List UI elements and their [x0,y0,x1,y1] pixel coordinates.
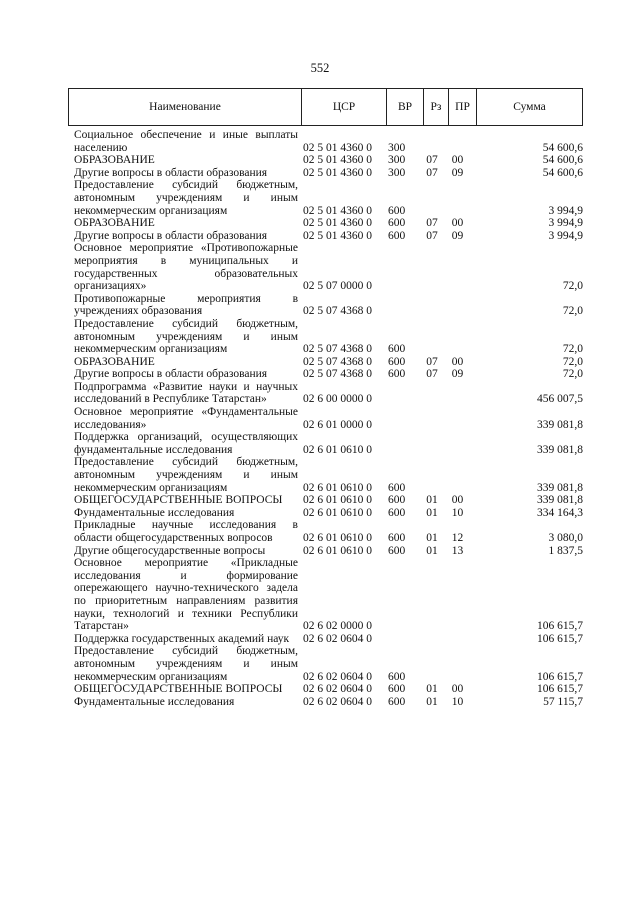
table-row [68,179,583,217]
row-name: Предоставление субсидий бюджетным, автономным учреждениям и иным некоммерческим организациям [74,645,298,683]
row-name: Предоставление субсидий бюджетным, автономным учреждениям и иным некоммерческим организациям [74,179,298,217]
budget-table [68,88,583,708]
row-vr: 300 [388,166,406,179]
row-csr: 02 5 01 4360 0 [303,229,372,242]
row-vr: 300 [388,154,406,167]
header-vr: ВР [386,89,423,125]
row-name: ОБРАЗОВАНИЕ [74,355,155,368]
row-pr: 00 [451,154,464,167]
table-row [68,154,583,167]
row-name: ОБЩЕГОСУДАРСТВЕННЫЕ ВОПРОСЫ [74,683,283,696]
row-sum: 456 007,5 [537,393,583,406]
row-sum: 72,0 [562,280,583,293]
row-csr: 02 5 01 4360 0 [303,204,372,217]
table-row [68,356,583,369]
row-sum: 54 600,6 [542,166,583,179]
table-row [68,217,583,230]
row-csr: 02 6 01 0610 0 [303,481,372,494]
row-csr: 02 5 07 4368 0 [303,343,372,356]
table-body [68,129,583,708]
table-header [68,88,583,126]
row-csr: 02 5 07 4368 0 [303,355,372,368]
row-rz: 07 [426,154,438,167]
row-csr: 02 6 01 0610 0 [303,544,372,557]
row-csr: 02 5 07 4368 0 [303,368,372,381]
row-vr: 600 [388,217,406,230]
table-row [68,167,583,180]
row-name: Основное мероприятие «Противопожарные мероприятия в муниципальных и государственных образовательных организациях» [74,242,298,293]
row-rz: 07 [426,368,438,381]
row-csr: 02 6 01 0610 0 [303,506,372,519]
row-name: Другие вопросы в области образования [74,229,268,242]
row-pr: 00 [451,355,464,368]
row-vr: 600 [388,695,406,708]
row-sum: 72,0 [562,355,583,368]
table-row [68,633,583,646]
row-vr: 600 [388,670,406,683]
row-csr: 02 6 02 0604 0 [303,683,372,696]
row-pr: 10 [451,506,464,519]
row-pr: 10 [451,695,464,708]
row-vr: 600 [388,368,406,381]
row-vr: 600 [388,506,406,519]
table-row [68,431,583,456]
row-name: Подпрограмма «Развитие науки и научных исследований в Республике Татарстан» [74,380,298,406]
row-vr: 600 [388,355,406,368]
row-name: Предоставление субсидий бюджетным, автономным учреждениям и иным некоммерческим организациям [74,317,298,356]
page-number: 552 [310,61,330,75]
row-pr: 13 [451,544,464,557]
row-vr: 600 [388,229,406,242]
row-rz: 07 [426,166,438,179]
row-csr: 02 5 07 4368 0 [303,305,372,318]
row-sum: 106 615,7 [537,670,583,683]
row-sum: 3 994,9 [548,217,583,230]
row-name: ОБЩЕГОСУДАРСТВЕННЫЕ ВОПРОСЫ [74,494,283,507]
row-pr: 00 [451,683,464,696]
table-row [68,230,583,243]
header-rz: Рз [423,89,448,125]
table-row [68,507,583,520]
table-row [68,683,583,696]
row-csr: 02 5 01 4360 0 [303,166,372,179]
row-name: Социальное обеспечение и иные выплаты населению [74,129,298,154]
table-row [68,368,583,381]
row-pr: 00 [451,217,464,230]
row-csr: 02 5 01 4360 0 [303,217,372,230]
row-name: Противопожарные мероприятия в учреждениях образования [74,292,298,318]
row-name: ОБРАЗОВАНИЕ [74,154,155,167]
row-csr: 02 6 02 0604 0 [303,695,372,708]
row-sum: 3 994,9 [548,229,583,242]
row-csr: 02 6 01 0000 0 [303,418,372,431]
row-name: Другие вопросы в области образования [74,368,268,381]
row-vr: 600 [388,481,406,494]
row-rz: 01 [426,695,438,708]
table-row [68,645,583,683]
table-row [68,293,583,318]
row-rz: 07 [426,229,438,242]
row-vr: 600 [388,532,406,544]
table-row [68,545,583,558]
table-row [68,129,583,154]
row-vr: 600 [388,204,406,217]
row-csr: 02 6 02 0000 0 [303,620,372,633]
row-csr: 02 6 01 0610 0 [303,443,372,456]
table-row [68,557,583,633]
row-sum: 54 600,6 [542,154,583,167]
row-csr: 02 5 01 4360 0 [303,141,372,154]
row-pr: 09 [451,166,464,179]
row-rz: 01 [426,532,438,544]
row-csr: 02 5 01 4360 0 [303,154,372,167]
row-name: Другие общегосударственные вопросы [74,544,266,557]
row-sum: 339 081,8 [537,418,583,431]
row-vr: 600 [388,343,406,356]
row-csr: 02 6 02 0604 0 [303,670,372,683]
row-csr: 02 5 07 0000 0 [303,280,372,293]
row-sum: 3 994,9 [548,204,583,217]
row-sum: 339 081,8 [537,481,583,494]
row-sum: 72,0 [562,368,583,381]
row-pr: 09 [451,368,464,381]
row-sum: 72,0 [562,305,583,318]
row-name: Предоставление субсидий бюджетным, автономным учреждениям и иным некоммерческим организациям [74,456,298,494]
row-sum: 3 080,0 [548,532,583,544]
row-rz: 01 [426,506,438,519]
row-csr: 02 6 00 0000 0 [303,393,372,406]
table-row [68,381,583,406]
row-rz: 01 [426,494,438,507]
row-name: Фундаментальные исследования [74,695,235,708]
row-sum: 57 115,7 [543,695,583,708]
header-name: Наименование [149,101,221,113]
row-name: ОБРАЗОВАНИЕ [74,217,155,230]
row-name: Другие вопросы в области образования [74,166,268,179]
row-sum: 106 615,7 [537,632,583,645]
table-row [68,456,583,494]
row-vr: 600 [388,683,406,696]
row-rz: 01 [426,544,438,557]
row-sum: 339 081,8 [537,494,583,507]
row-sum: 1 837,5 [548,544,583,557]
row-sum: 339 081,8 [537,443,583,456]
row-vr: 300 [388,141,406,154]
header-sum: Сумма [476,89,582,125]
table-row [68,494,583,507]
row-name: Основное мероприятие «Фундаментальные исследования» [74,406,298,431]
row-pr: 12 [451,532,464,544]
row-name: Прикладные научные исследования в области общегосударственных вопросов [74,519,298,544]
table-row [68,519,583,544]
row-vr: 600 [388,544,406,557]
table-row [68,242,583,292]
row-rz: 01 [426,683,438,696]
header-csr: ЦСР [301,89,386,125]
row-pr: 09 [451,229,464,242]
row-vr: 600 [388,494,406,507]
row-sum: 106 615,7 [537,620,583,633]
row-name: Фундаментальные исследования [74,506,235,519]
row-sum: 334 164,3 [537,506,583,519]
table-row [68,696,583,709]
row-sum: 106 615,7 [537,683,583,696]
row-name: Поддержка государственных академий наук [74,632,290,645]
row-sum: 72,0 [562,343,583,356]
table-row [68,406,583,431]
row-csr: 02 6 01 0610 0 [303,494,372,507]
row-sum: 54 600,6 [542,141,583,154]
row-csr: 02 6 02 0604 0 [303,632,372,645]
row-csr: 02 6 01 0610 0 [303,532,372,544]
row-rz: 07 [426,355,438,368]
row-name: Поддержка организаций, осуществляющих фундаментальные исследования [74,431,298,456]
table-row [68,318,583,356]
row-name: Основное мероприятие «Прикладные исследования и формирование опережающего научно-технического задела по приоритетным направлениям развития науки, технологий и техники Республики Татарстан» [74,557,298,633]
row-pr: 00 [451,494,464,507]
row-rz: 07 [426,217,438,230]
header-pr: ПР [448,89,476,125]
